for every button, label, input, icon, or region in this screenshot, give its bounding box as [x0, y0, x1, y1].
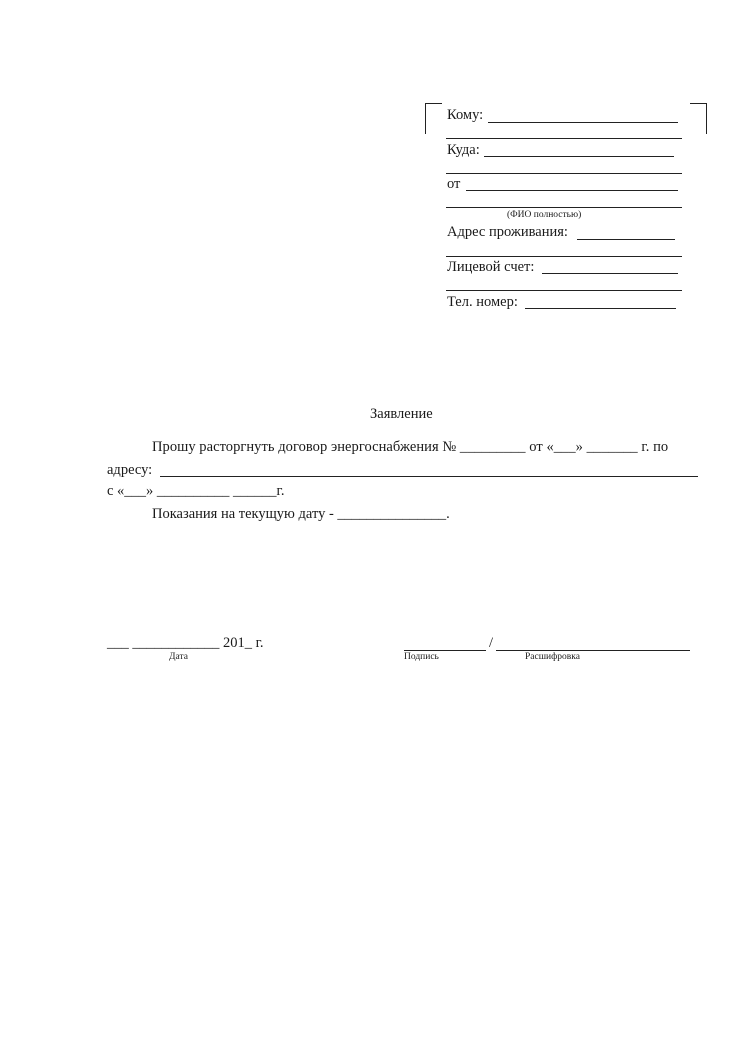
full-name-hint: (ФИО полностью) [507, 210, 582, 220]
request-line: Прошу расторгнуть договор энергоснабжения № _________ от «___» _______ г. по [152, 439, 669, 455]
decoding-hint: Расшифровка [525, 652, 580, 662]
to-label: Кому: [447, 107, 484, 123]
decoding-field-line[interactable] [496, 650, 690, 651]
account-field-line-2[interactable] [446, 290, 682, 291]
from-label: от [447, 176, 461, 192]
left-corner-bracket [425, 103, 442, 134]
account-label: Лицевой счет: [447, 259, 535, 275]
residence-field-line-2[interactable] [446, 256, 682, 257]
where-field-line[interactable] [484, 156, 674, 157]
since-line: с «___» __________ ______г. [107, 483, 285, 499]
signature-field-line[interactable] [404, 650, 486, 651]
to-field-line[interactable] [488, 122, 678, 123]
phone-label: Тел. номер: [447, 294, 518, 310]
from-field-line-2[interactable] [446, 207, 682, 208]
residence-label: Адрес проживания: [447, 224, 568, 240]
where-label: Куда: [447, 142, 480, 158]
date-hint: Дата [169, 652, 188, 662]
application-title: Заявление [370, 406, 433, 422]
account-field-line[interactable] [542, 273, 678, 274]
right-corner-bracket [690, 103, 707, 134]
residence-field-line[interactable] [577, 239, 675, 240]
to-field-line-2[interactable] [446, 138, 682, 139]
date-line: ___ ____________ 201_ г. [107, 635, 264, 651]
signature-separator: / [489, 635, 494, 651]
from-field-line[interactable] [466, 190, 678, 191]
where-field-line-2[interactable] [446, 173, 682, 174]
signature-hint: Подпись [404, 652, 439, 662]
address-label: адресу: [107, 462, 153, 478]
readings-line: Показания на текущую дату - _______________. [152, 506, 450, 522]
address-field-line[interactable] [160, 476, 698, 477]
phone-field-line[interactable] [525, 308, 676, 309]
